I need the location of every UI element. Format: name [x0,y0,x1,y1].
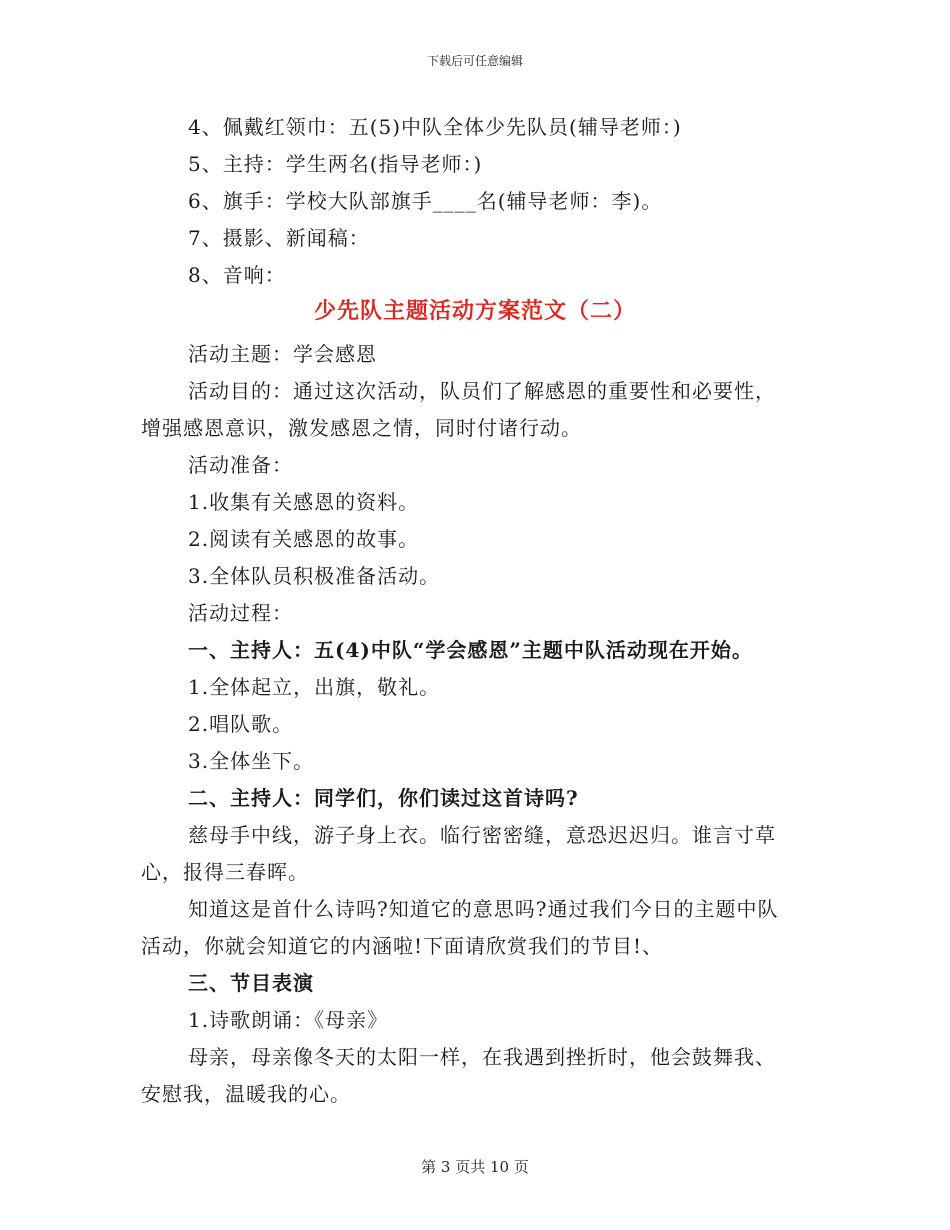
text-line: 慈母手中线，游子身上衣。临行密密缝，意恐迟迟归。谁言寸草 [188,823,776,847]
section-title: 少先队主题活动方案范文（二） [313,299,636,324]
text-line: 1.诗歌朗诵：《母亲》 [188,1008,389,1032]
text-line: 3.全体坐下。 [188,749,315,773]
text-line: 1.全体起立，出旗，敬礼。 [188,675,441,699]
text-line: 活动准备： [188,453,293,477]
text-line: 5、主持：学生两名(指导老师：) [188,152,483,176]
text-line: 增强感恩意识，激发感恩之情，同时付诸行动。 [141,416,582,440]
text-line: 4、佩戴红领巾：五(5)中队全体少先队员(辅导老师：) [188,115,682,139]
text-line: 2.唱队歌。 [188,712,294,736]
text-line: 7、摄影、新闻稿： [188,226,370,250]
text-line: 知道这是首什么诗吗?知道它的意思吗?通过我们今日的主题中队 [188,897,779,921]
page-header: 下载后可任意编辑 [426,54,523,68]
text-line: 3.全体队员积极准备活动。 [188,564,441,588]
text-line: 8、音响： [188,263,286,287]
text-line-bold: 一、主持人：五(4)中队“学会感恩”主题中队活动现在开始。 [188,638,753,662]
text-line: 6、旗手：学校大队部旗手____名(辅导老师：李)。 [188,189,663,213]
text-line: 安慰我，温暖我的心。 [141,1082,351,1106]
text-line-bold: 三、节目表演 [188,971,314,995]
text-line: 心，报得三春晖。 [141,860,309,884]
text-line: 母亲，母亲像冬天的太阳一样，在我遇到挫折时，他会鼓舞我、 [188,1045,776,1069]
text-line: 活动主题：学会感恩 [188,342,377,366]
text-line: 活动目的：通过这次活动，队员们了解感恩的重要性和必要性， [188,379,776,403]
text-line-bold: 二、主持人：同学们，你们读过这首诗吗? [188,786,579,810]
text-line: 活动，你就会知道它的内涵啦!下面请欣赏我们的节目!、 [141,934,664,958]
text-line: 1.收集有关感恩的资料。 [188,490,420,514]
text-line: 2.阅读有关感恩的故事。 [188,527,420,551]
page-footer: 第 3 页共 10 页 [421,1158,529,1176]
text-line: 活动过程： [188,601,293,625]
